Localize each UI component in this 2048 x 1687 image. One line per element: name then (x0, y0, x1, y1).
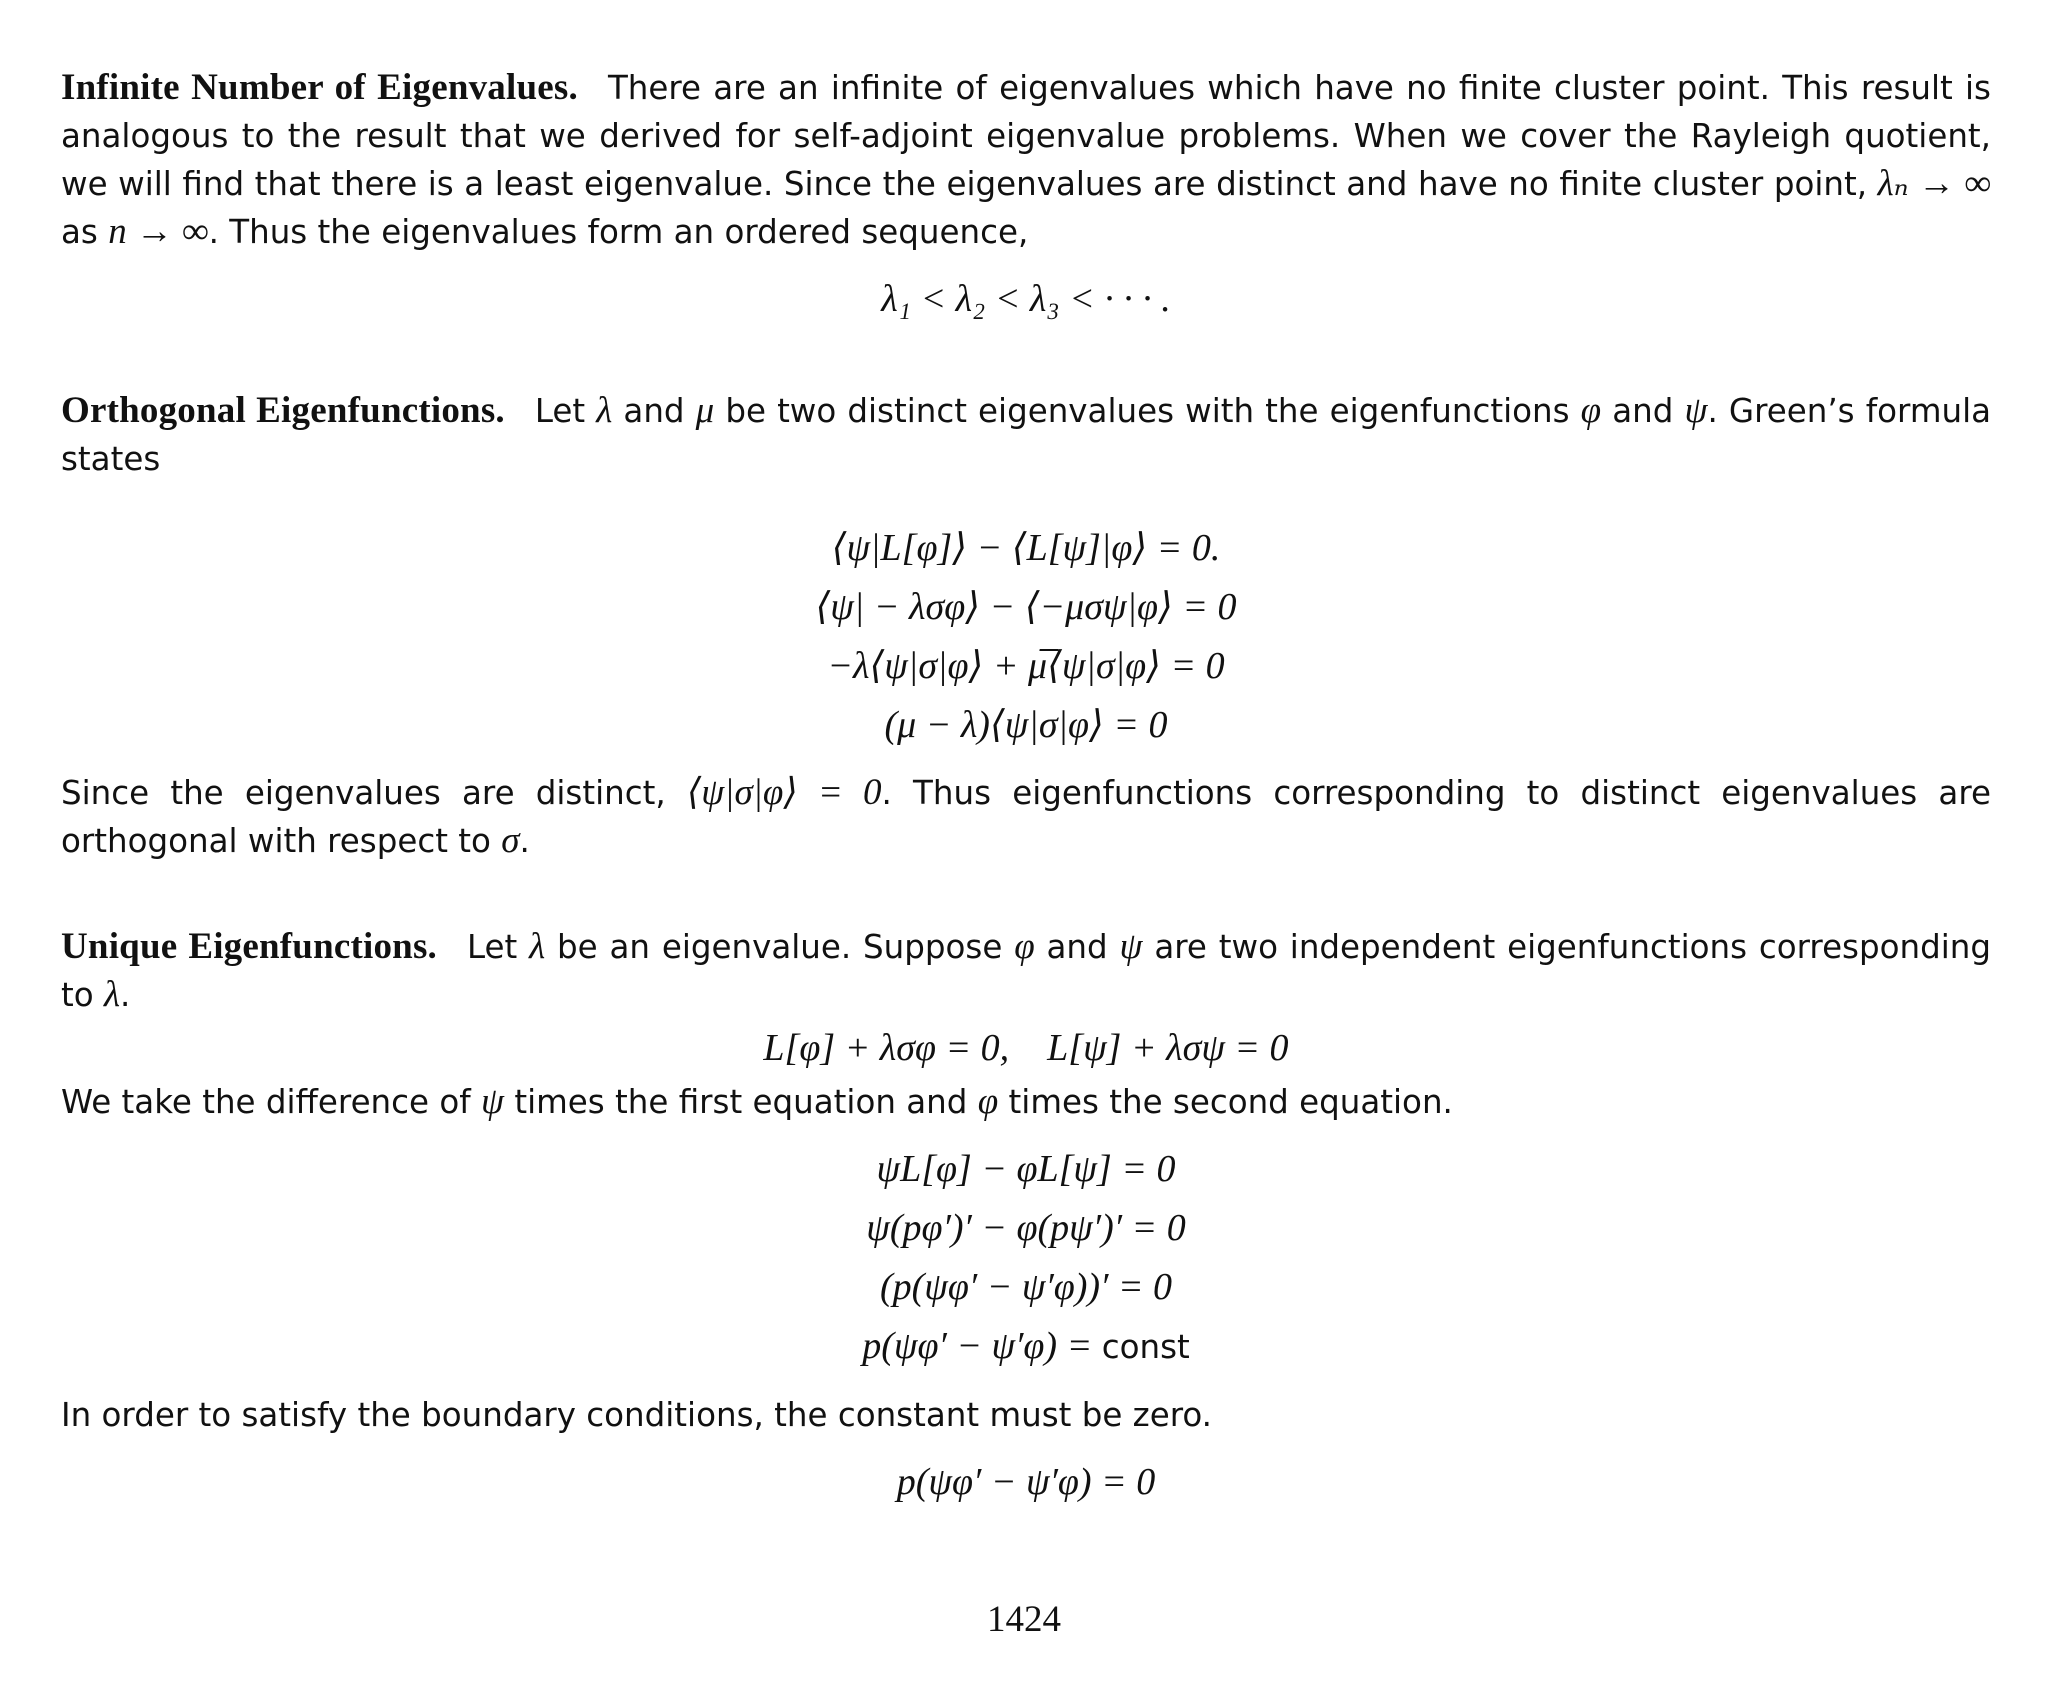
paragraph-orthogonal-eigenfunctions: Orthogonal Eigenfunctions. Let λ and μ be two distinct eigenvalues with the eigenfunctions φ and ψ. Green’s formula states (61, 390, 1992, 478)
paragraph-take-difference: We take the difference of ψ times the first equation and φ times the second equation. (61, 1081, 1453, 1122)
paragraph-orthogonal-conclusion: Since the eigenvalues are distinct, ⟨ψ|σ|φ⟩ = 0. Thus eigenfunctions corresponding to distinct eigenvalues are orthogonal with respect to σ. (61, 772, 1991, 861)
section-heading-orthogonal: Orthogonal Eigenfunctions. (61, 390, 505, 431)
inline-math: λₙ → ∞ (1877, 163, 1991, 204)
display-equation-eigen-problems: L[φ] + λσφ = 0, L[ψ] + λσψ = 0 (763, 1027, 1289, 1069)
display-equation: ⟨ψ| − λσφ⟩ − ⟨−μσψ|φ⟩ = 0 (815, 586, 1237, 628)
text: . Thus the eigenvalues form an ordered sequence, (208, 213, 1029, 251)
paragraph-unique-eigenfunctions: Unique Eigenfunctions. Let λ be an eigenvalue. Suppose φ and ψ are two independent eigenfunctions corresponding to λ. (61, 926, 1991, 1015)
paragraph-infinite-eigenvalues (61, 64, 1991, 256)
equation-block-wronskian (61, 1140, 1991, 1377)
display-equation-ordered-sequence: λ₁ < λ₂ < λ₃ < · · · . (881, 278, 1171, 320)
paragraph-boundary-conditions: In order to satisfy the boundary conditions, the constant must be zero. (61, 1396, 1213, 1434)
page-number: 1424 (987, 1599, 1061, 1640)
section-heading-unique: Unique Eigenfunctions. (61, 926, 438, 967)
display-equation: p(ψφ′ − ψ′φ) = const (862, 1325, 1190, 1367)
display-equation: −λ⟨ψ|σ|φ⟩ + μ̅⟨ψ|σ|φ⟩ = 0 (827, 645, 1225, 687)
equation-block-greens-formula (61, 519, 1991, 755)
display-equation-final: p(ψφ′ − ψ′φ) = 0 (896, 1461, 1156, 1503)
display-equation: (p(ψφ′ − ψ′φ))′ = 0 (879, 1266, 1173, 1308)
section-heading-infinite: Infinite Number of Eigenvalues. (61, 67, 578, 108)
display-equation: (μ − λ)⟨ψ|σ|φ⟩ = 0 (884, 704, 1168, 746)
page-content (61, 64, 1991, 1512)
text: There are an infinite of eigenvalues which have no finite cluster point. This result is analogous to the result that we derived for self-adjoint eigenvalue problems. When we cover the Rayleigh quotient, we will find that there is a least eigenvalue. Since the eigenvalues are distinct and have no finite cluster point, (61, 69, 1991, 203)
display-equation: ⟨ψ|L[φ]⟩ − ⟨L[ψ]|φ⟩ = 0. (831, 527, 1221, 569)
display-equation: ψL[φ] − φL[ψ] = 0 (876, 1148, 1176, 1190)
text: as (61, 213, 109, 251)
inline-math: n → ∞ (108, 211, 209, 252)
display-equation: ψ(pφ′)′ − φ(pψ′)′ = 0 (866, 1207, 1186, 1249)
